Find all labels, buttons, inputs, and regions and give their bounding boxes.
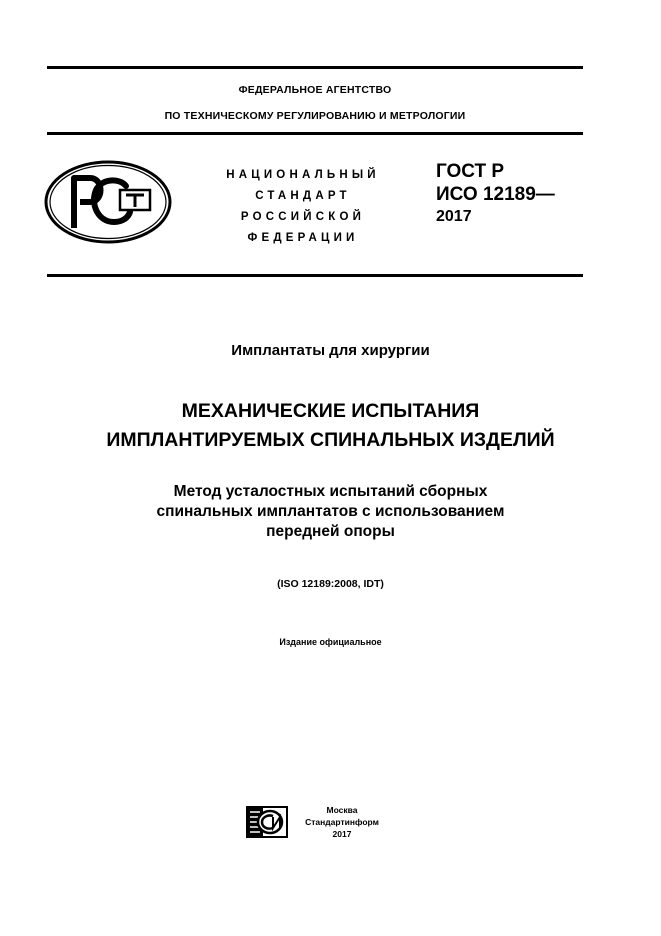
method-title (0, 482, 661, 542)
gost-r-certification-mark-icon (44, 160, 172, 244)
standard-type-line-4: ФЕДЕРАЦИИ (247, 232, 359, 244)
national-standard-label (208, 165, 398, 249)
title-block-rule (47, 274, 583, 277)
agency-name-line-1: ФЕДЕРАЛЬНОЕ АГЕНТСТВО (238, 84, 392, 96)
document-title-line-2: ИМПЛАНТИРУЕМЫХ СПИНАЛЬНЫХ ИЗДЕЛИЙ (106, 429, 555, 451)
standard-type-line-2: СТАНДАРТ (255, 190, 351, 202)
designation-line-2: ИСО 12189— (436, 184, 555, 205)
publisher-name: Стандартинформ (305, 817, 379, 827)
standartinform-logo-icon (246, 806, 288, 838)
header-rule (47, 132, 583, 135)
designation-year: 2017 (436, 208, 472, 225)
publisher-city: Москва (326, 805, 358, 815)
method-title-line-3: передней опоры (266, 523, 395, 540)
agency-name-line-2: ПО ТЕХНИЧЕСКОМУ РЕГУЛИРОВАНИЮ И МЕТРОЛОГИИ (164, 110, 466, 122)
method-title-line-2: спинальных имплантатов с использованием (156, 503, 505, 520)
method-title-line-1: Метод усталостных испытаний сборных (173, 483, 488, 500)
document-subject: Имплантаты для хирургии (231, 342, 430, 359)
edition-note: Издание официальное (279, 637, 382, 647)
publisher-info (292, 804, 392, 840)
top-rule (47, 66, 583, 69)
standard-type-line-1: НАЦИОНАЛЬНЫЙ (226, 169, 380, 181)
document-title-line-1: МЕХАНИЧЕСКИЕ ИСПЫТАНИЯ (181, 400, 480, 422)
document-title (0, 397, 661, 455)
standard-type-line-3: РОССИЙСКОЙ (240, 211, 366, 223)
iso-reference: (ISO 12189:2008, IDT) (277, 578, 384, 590)
designation-line-1: ГОСТ Р (436, 161, 505, 182)
standard-designation (436, 160, 596, 228)
publisher-year: 2017 (332, 829, 352, 839)
